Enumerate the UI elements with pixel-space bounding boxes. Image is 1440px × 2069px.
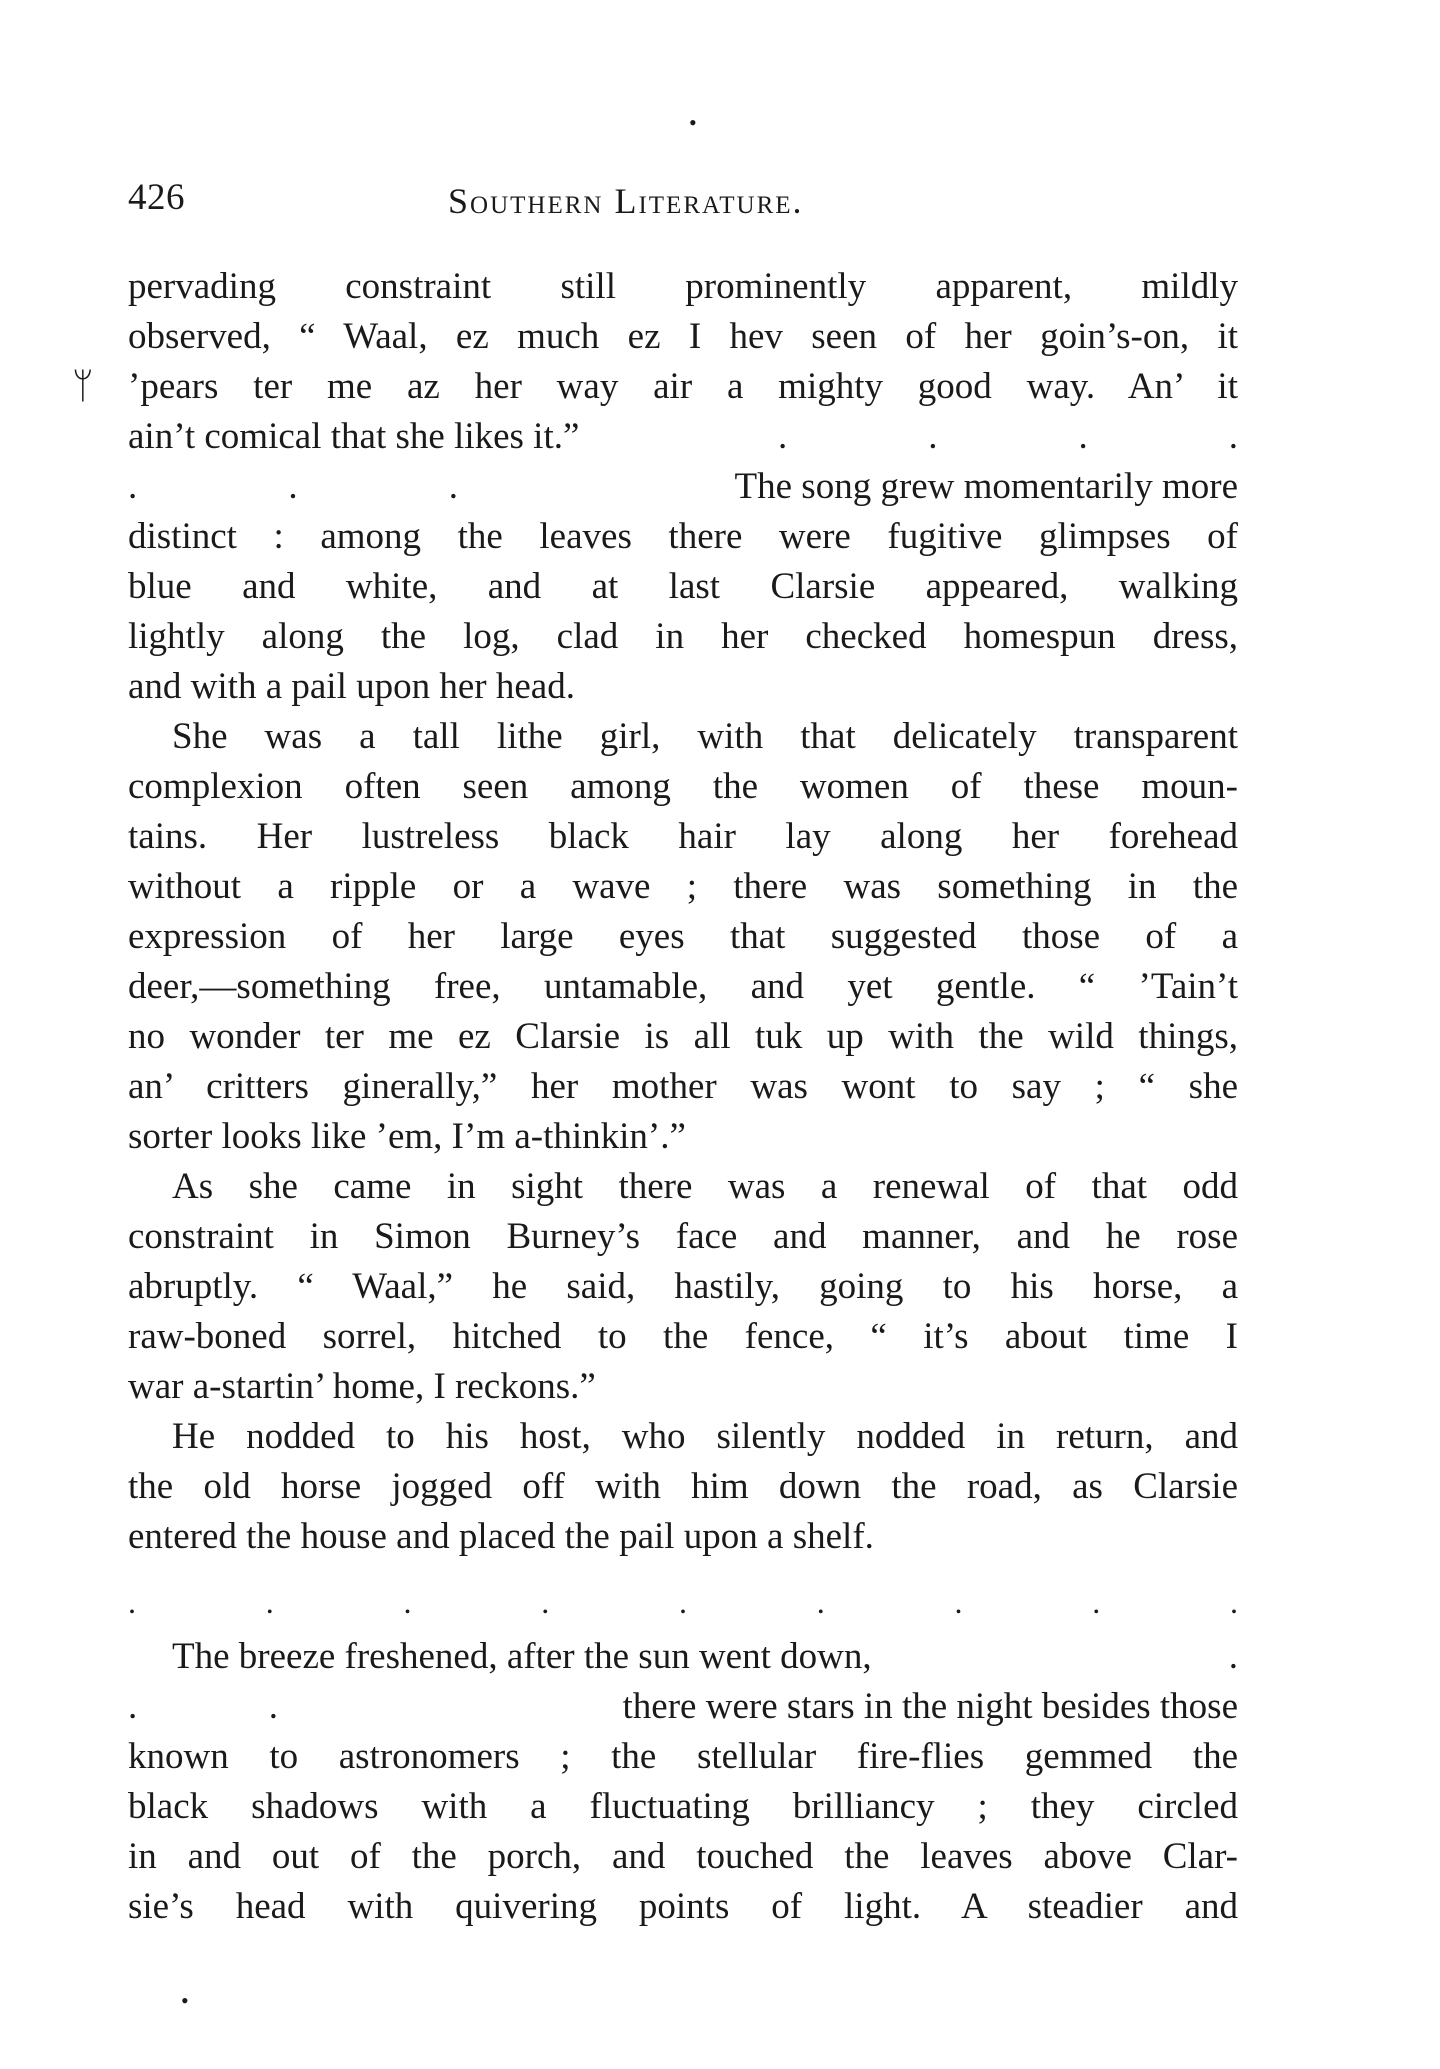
text-line: constraint in Simon Burney’s face and manner, and he rose [128,1216,1238,1257]
text-line: and with a pail upon her head. [128,666,575,707]
text-line: distinct : among the leaves there were fugitive glimpses of [128,516,1238,557]
separator-dot: . [679,1584,687,1620]
text-line: observed, “ Waal, ez much ez I hev seen of her goin’s-on, it [128,316,1238,357]
ellipsis-dot: . [1228,1636,1238,1677]
separator-dot: . [403,1584,412,1620]
body-text [128,262,1238,1932]
text-line: blue and white, and at last Clarsie appeared, walking [128,566,1238,607]
text-line-content: The song grew momentarily more [734,466,1238,507]
text-line: an’ critters ginerally,” her mother was wont to say ; “ she [128,1066,1238,1107]
text-line: ’pears ter me az her way air a mighty good way. An’ it [128,366,1238,407]
ellipsis-dot: . [778,416,788,457]
text-line: tains. Her lustreless black hair lay along her forehead [128,816,1238,857]
text-line: pervading constraint still prominently apparent, mildly [128,266,1238,307]
top-speck-mark: • [689,110,697,135]
text-line-content: ain’t comical that she likes it.” [128,416,580,457]
text-line: black shadows with a fluctuating brilliancy ; they circled [128,1786,1238,1827]
margin-annotation-mark: ᛘ [72,366,94,406]
text-line: lightly along the log, clad in her checked homespun dress, [128,616,1238,657]
text-line: sie’s head with quivering points of light. A steadier and [128,1886,1238,1927]
text-line: without a ripple or a wave ; there was something in the [128,866,1238,907]
running-head [128,170,1238,226]
ellipsis-dot: . [448,466,458,507]
text-line: raw-boned sorrel, hitched to the fence, “ it’s about time I [128,1316,1238,1357]
bottom-speck-mark: • [181,1988,189,2013]
text-line: deer,—something free, untamable, and yet gentle. “ ’Tain’t [128,966,1238,1007]
page-number: 426 [128,177,185,218]
text-line: war a-startin’ home, I reckons.” [128,1366,596,1407]
text-line: expression of her large eyes that suggested those of a [128,916,1238,957]
ellipsis-dot: . [128,466,138,507]
ellipsis-dot: . [128,1686,138,1727]
ellipsis-dot: . [288,466,298,507]
text-line-content: The breeze freshened, after the sun went down, [172,1636,872,1677]
separator-dot: . [541,1584,550,1620]
ellipsis-dot: . [928,416,938,457]
separator-dot: . [1092,1584,1101,1620]
running-title: Southern Literature. [448,181,804,221]
text-line: She was a tall lithe girl, with that delicately transparent [172,716,1238,757]
ellipsis-dots [128,462,458,512]
text-line [128,412,1238,462]
ellipsis-dots [128,1682,278,1732]
text-line: the old horse jogged off with him down the road, as Clarsie [128,1466,1238,1507]
ellipsis-dots [718,412,1238,462]
separator-dot: . [128,1584,136,1620]
text-line: sorter looks like ’em, I’m a-thinkin’.” [128,1116,686,1157]
ellipsis-dot: . [1078,416,1088,457]
text-line [128,462,1238,512]
text-line: He nodded to his host, who silently nodded in return, and [172,1416,1238,1457]
text-line: abruptly. “ Waal,” he said, hastily, going to his horse, a [128,1266,1238,1307]
text-line: complexion often seen among the women of these moun- [128,766,1238,807]
text-line: in and out of the porch, and touched the leaves above Clar- [128,1836,1238,1877]
separator-dot: . [265,1584,274,1620]
separator-dot: . [1230,1584,1238,1620]
text-line [128,1682,1238,1732]
text-line: known to astronomers ; the stellular fire-flies gemmed the [128,1736,1238,1777]
separator-dot: . [954,1584,963,1620]
section-gap [128,1562,1238,1582]
text-line: no wonder ter me ez Clarsie is all tuk up with the wild things, [128,1016,1238,1057]
ellipsis-dot: . [268,1686,278,1727]
separator-dot: . [816,1584,825,1620]
text-line [128,1632,1238,1682]
text-line: entered the house and placed the pail upon a shelf. [128,1516,874,1557]
ellipsis-dot: . [1228,416,1238,457]
section-separator-dots [128,1582,1238,1632]
text-line-content: there were stars in the night besides those [622,1686,1238,1727]
text-line: As she came in sight there was a renewal of that odd [172,1166,1238,1207]
